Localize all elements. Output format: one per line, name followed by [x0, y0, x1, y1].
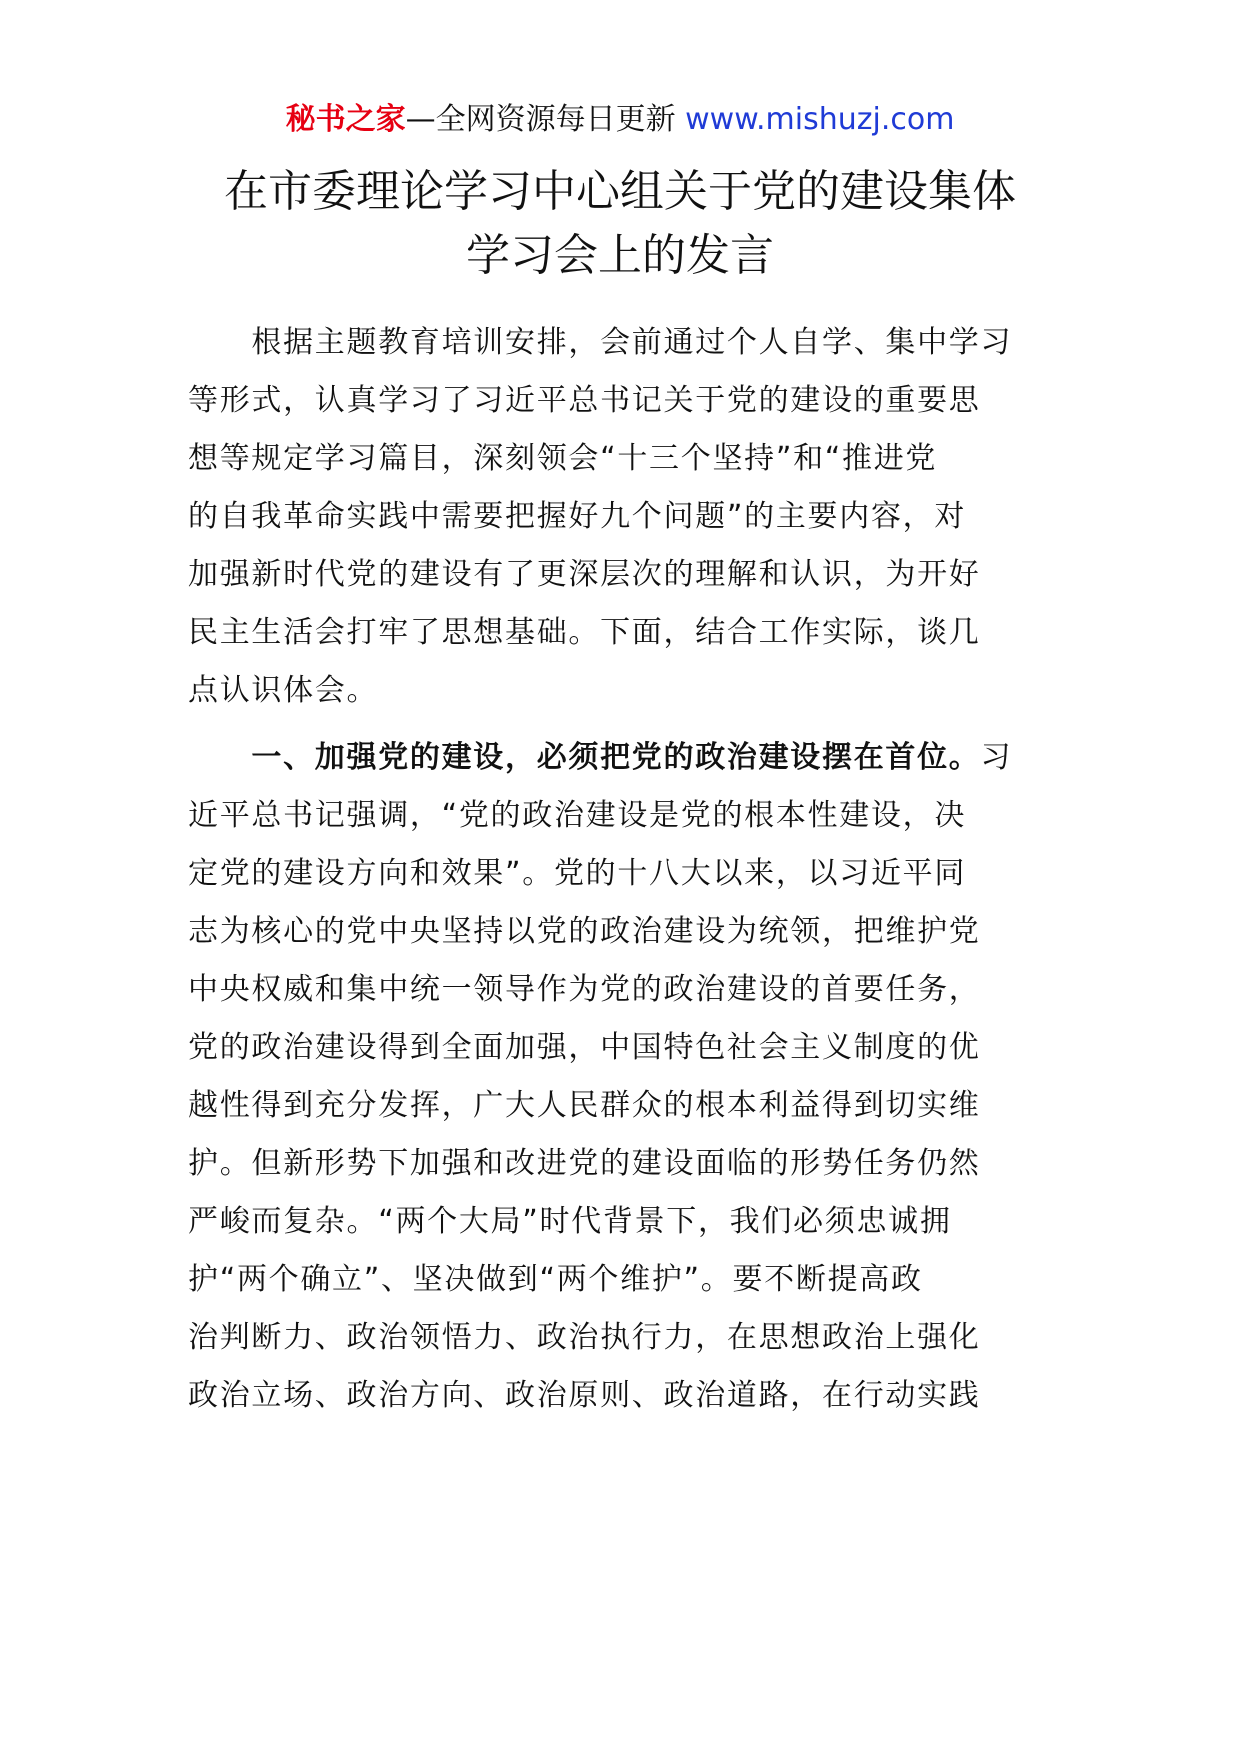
document-title: [150, 160, 1090, 288]
text-line: 政治立场、政治方向、政治原则、政治道路，在行动实践: [188, 1378, 981, 1413]
document-body: [188, 314, 1054, 1425]
title-line-1: 在市委理论学习中心组关于党的建设集体: [224, 166, 1016, 217]
site-link[interactable]: www.mishuzj.com: [685, 102, 955, 137]
paragraph-intro: [188, 314, 1054, 720]
site-banner: [0, 100, 1240, 140]
text-line: 的自我革命实践中需要把握好九个问题”的主要内容，对: [188, 499, 967, 534]
text-line: 党的政治建设得到全面加强，中国特色社会主义制度的优: [188, 1030, 981, 1065]
text-line: 中央权威和集中统一领导作为党的政治建设的首要任务，: [188, 972, 981, 1007]
text-line: 近平总书记强调，“党的政治建设是党的根本性建设，决: [188, 798, 967, 833]
text-line: 护。但新形势下加强和改进党的建设面临的形势任务仍然: [188, 1146, 981, 1181]
text-line: 定党的建设方向和效果”。党的十八大以来，以习近平同: [188, 856, 967, 891]
text-run: 习: [980, 740, 1013, 775]
brand-tagline: —全网资源每日更新: [405, 102, 686, 137]
text-line: 加强新时代党的建设有了更深层次的理解和认识，为开好: [188, 557, 981, 592]
text-line: 想等规定学习篇目，深刻领会“十三个坚持”和“推进党: [188, 441, 938, 476]
section-heading: 一、加强党的建设，必须把党的政治建设摆在首位。: [188, 740, 981, 775]
paragraph-section-1: [188, 729, 1054, 1425]
text-line: 护“两个确立”、坚决做到“两个维护”。要不断提高政: [188, 1262, 923, 1297]
text-line: 点认识体会。: [188, 673, 379, 708]
title-line-2: 学习会上的发言: [466, 230, 774, 281]
text-line: 治判断力、政治领悟力、政治执行力，在思想政治上强化: [188, 1320, 981, 1355]
brand-name: 秘书之家: [285, 102, 406, 137]
text-line: 志为核心的党中央坚持以党的政治建设为统领，把维护党: [188, 914, 981, 949]
text-line: 等形式，认真学习了习近平总书记关于党的建设的重要思: [188, 383, 981, 418]
text-line: 越性得到充分发挥，广大人民群众的根本利益得到切实维: [188, 1088, 981, 1123]
section-heading-line: [188, 729, 1054, 787]
text-line: 民主生活会打牢了思想基础。下面，结合工作实际，谈几: [188, 615, 981, 650]
text-line: 严峻而复杂。“两个大局”时代背景下，我们必须忠诚拥: [188, 1204, 952, 1239]
text-line: 根据主题教育培训安排，会前通过个人自学、集中学习: [188, 325, 1013, 360]
